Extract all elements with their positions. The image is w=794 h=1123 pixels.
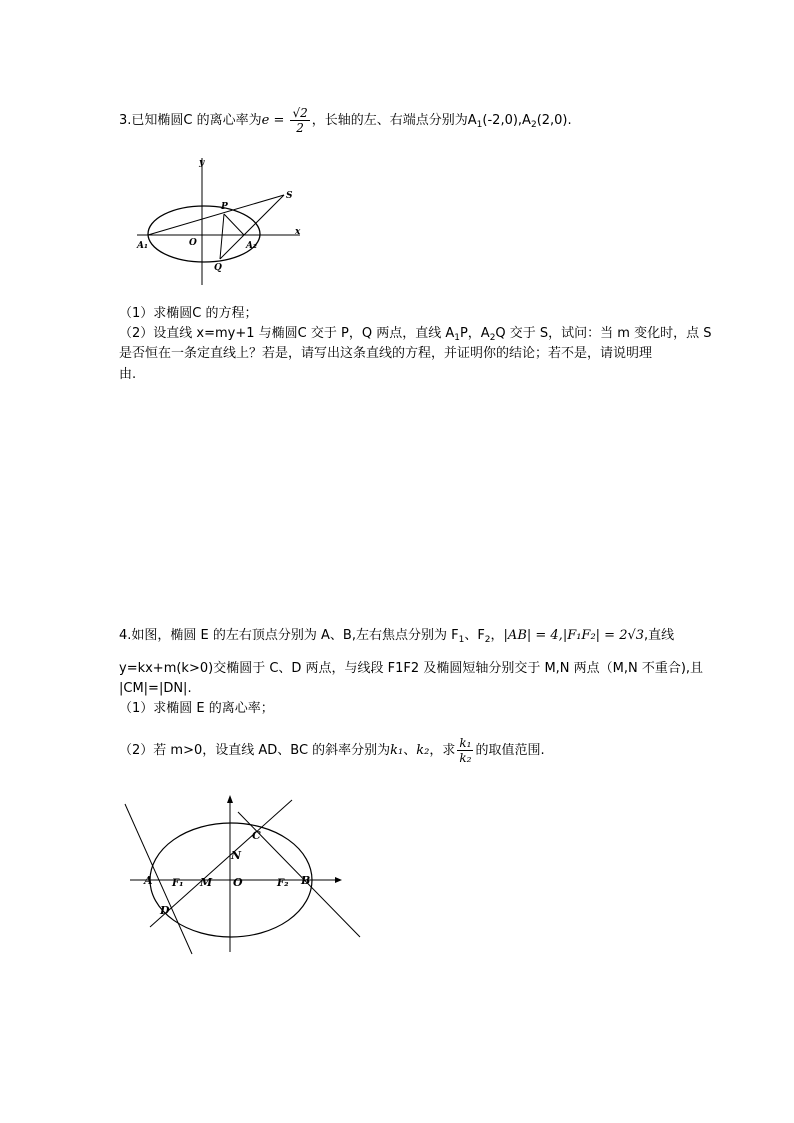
q4-part2-c: 的取值范围. — [475, 743, 545, 758]
q4-stem-line3: |CM|=|DN|. — [119, 681, 192, 696]
q4-k1: k₁ — [390, 743, 404, 758]
q4-label-c: C — [252, 829, 261, 842]
q3-a2-coord: (2,0). — [536, 113, 572, 128]
q3-a1-subscript: 1 — [476, 120, 483, 130]
q4-part2-b: ，求 — [429, 743, 456, 758]
q3-stem-prefix: 3.已知椭圆C 的离心率为 — [119, 113, 262, 128]
q4-y-axis-arrow — [227, 795, 233, 803]
q3-label-s: S — [286, 191, 293, 201]
q4-f1-sub: 1 — [458, 635, 465, 645]
q3-a2-subscript: 2 — [530, 120, 537, 130]
q3-part2-line1-b: P，A — [459, 326, 490, 341]
q3-part2-line1-c: Q 交于 S，试问：当 m 变化时，点 S — [495, 326, 712, 341]
q3-label-p: P — [221, 202, 228, 212]
q4-ratio-denominator: k₂ — [459, 751, 472, 765]
q4-f1f2-expression: |F₁F₂| = 2√3 — [562, 628, 645, 643]
q4-ellipse-figure — [120, 792, 365, 957]
q3-part2-line1 — [119, 325, 712, 347]
q4-k2: k₂ — [416, 743, 430, 758]
q3-label-x: x — [295, 227, 301, 237]
q3-eccentricity-numerator: √2 — [292, 106, 308, 120]
q4-stem-c: ， — [490, 628, 504, 643]
q4-stem-d: ,直线 — [644, 628, 675, 643]
q3-label-y: y — [199, 158, 205, 168]
q4-label-b: B — [301, 874, 311, 887]
q4-part2 — [119, 736, 709, 765]
q4-label-a: A — [144, 874, 153, 887]
q3-eccentricity-denominator: 2 — [296, 121, 304, 135]
q4-label-m: M — [200, 876, 213, 889]
q3-stem-suffix: ，长轴的左、右端点分别为A — [311, 113, 477, 128]
q4-label-o: O — [233, 876, 243, 889]
q3-part2-line1-a: （2）设直线 x=my+1 与椭圆C 交于 P，Q 两点，直线 A — [119, 326, 455, 341]
q3-label-o: O — [189, 238, 197, 248]
q3-label-a1: A₁ — [137, 241, 148, 251]
q4-stem-b: 、F — [464, 628, 485, 643]
q3-part2-a1-sub: 1 — [454, 333, 460, 343]
q3-line-pa2 — [224, 214, 244, 235]
q4-ab-expression: |AB| = 4, — [503, 628, 563, 643]
q4-label-f1: F₁ — [172, 878, 184, 889]
q3-label-q: Q — [214, 263, 222, 273]
q3-eccentricity-label: e = — [261, 113, 285, 128]
q3-eccentricity-fraction — [290, 106, 309, 135]
q4-stem-a: 4.如图，椭圆 E 的左右顶点分别为 A、B,左右焦点分别为 F — [119, 628, 459, 643]
q4-label-f2: F₂ — [277, 878, 289, 889]
q3-a1-coord: (-2,0),A — [482, 113, 531, 128]
q4-x-axis-arrow — [335, 877, 342, 883]
q4-label-n: N — [231, 849, 242, 862]
q4-stem — [119, 627, 709, 649]
q4-part1: （1）求椭圆 E 的离心率； — [119, 701, 274, 716]
q3-label-a2: A₂ — [246, 241, 257, 251]
q4-f2-sub: 2 — [484, 635, 491, 645]
q4-label-d: D — [160, 904, 170, 917]
q3-ellipse-figure — [132, 155, 307, 290]
q3-stem — [119, 106, 709, 135]
q4-part2-a: （2）若 m>0，设直线 AD、BC 的斜率分别为 — [119, 743, 391, 758]
q3-part2-line2: 是否恒在一条定直线上？若是，请写出这条直线的方程，并证明你的结论；若不是，请说明理 — [119, 346, 653, 361]
q3-part1: （1）求椭圆C 的方程； — [119, 306, 258, 321]
q3-line-pq — [220, 214, 224, 259]
q4-stem-line2: y=kx+m(k>0)交椭圆于 C、D 两点，与线段 F1F2 及椭圆短轴分别交于 M,N 两点（M,N 不重合),且 — [119, 661, 704, 676]
q4-ratio-fraction — [457, 736, 473, 765]
q4-part2-separator: 、 — [403, 743, 417, 758]
q4-ratio-numerator: k₁ — [459, 736, 472, 750]
q3-part2-line3: 由. — [119, 367, 137, 382]
q3-part2-a2-sub: 2 — [489, 333, 496, 343]
